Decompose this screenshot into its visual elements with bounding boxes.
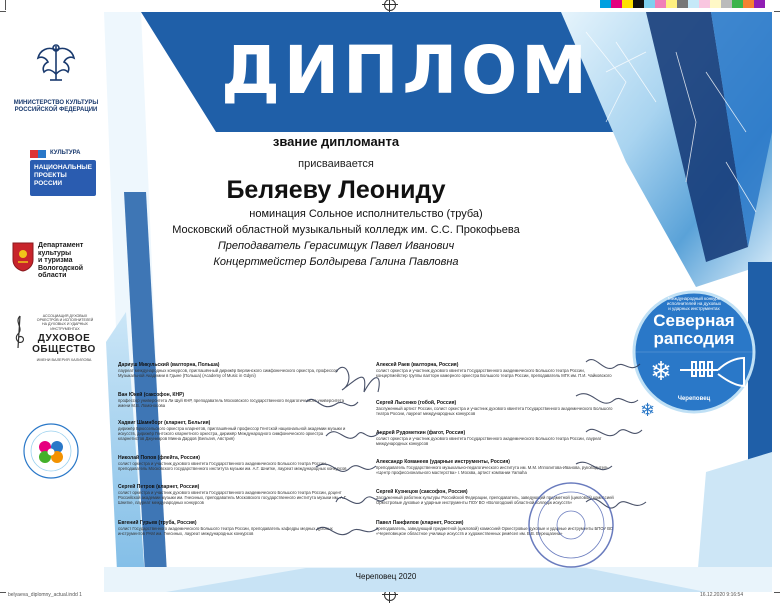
dept-line2: культуры — [38, 249, 72, 257]
snowflake-icon: ❄ — [650, 356, 672, 386]
jury-description: солист Государственного академического Большого театра России, преподаватель кафедры медных духовых инструментов РАМ им. Гнесиных, лауреат международных конкурсов — [118, 526, 333, 537]
society-small2: ОРКЕСТРОВ И ИСПОЛНИТЕЛЕЙ — [36, 318, 94, 323]
accompanist-line: Концертмейстер Болдырева Галина Павловна — [213, 256, 459, 268]
jury-description: профессор университета Ли Шуй КНР, преподаватель Московского государственного педагогического университета имени М.В. Ломоносова — [118, 398, 344, 409]
jury-name: Ван Юкей (саксофон, КНР) — [118, 392, 185, 398]
society-name1: ДУХОВОЕ — [37, 333, 91, 344]
national-projects-logo — [30, 150, 96, 198]
society-small4: ИНСТРУМЕНТАХ — [50, 326, 80, 331]
diploma-page — [6, 12, 772, 592]
festival-round-emblem-icon — [22, 422, 80, 480]
badge-name2: рапсодия — [653, 329, 735, 348]
jury-name: Николай Попов (флейта, Россия) — [118, 455, 200, 461]
jury-description: солист оркестра и участник духового квинтета Государственного академического Большого театра России, доцент Российской академии музыки им. Гнесиных, преподаватель Московского государственного института музыки им. А.Г. Шнитке, лауреат международных конкурсов — [118, 490, 347, 506]
school-line: Московский областной музыкальный колледж им. С.С. Прокофьева — [172, 224, 520, 236]
badge-top3: и ударных инструментах — [668, 306, 720, 311]
badge-top1: Международный конкурс — [667, 296, 721, 301]
jury-description: солист оркестра и участник духового квинтета Государственного академического Большого театра России, лауреат международных конкурсов — [376, 436, 602, 447]
jury-name: Сергей Кузнецов (саксофон, Россия) — [376, 489, 468, 495]
jury-description: солист оркестра и участник духового квинтета Государственного академического Большого театра России, преподаватель Московского государственного института музыки им. А.Г. Шнитке, лауреат международных конкурсов — [118, 461, 347, 472]
jury-description: солист оркестра и участник духового квинтета Государственного академического Большого театра России, концертмейстер группы валторн камерного оркестра Большого театра России, преподаватель МГК им. П.И. Чайковского — [376, 368, 612, 379]
ministry-line2: РОССИЙСКОЙ ФЕДЕРАЦИИ — [14, 107, 98, 113]
jury-description: лауреат международных конкурсов, приглашённый дирижёр Берлинского симфонического оркестра, профессор Музыкальной Академии в Гдыне (Польша) (Academy of Music in Gdyni) — [118, 368, 338, 379]
nomination-line: номинация Сольное исполнительство (труба) — [249, 208, 483, 220]
society-small1: АССОЦИАЦИЯ ДУХОВЫХ — [42, 314, 88, 318]
jury-name: Дариуш Микульский (валторна, Польша) — [118, 362, 220, 368]
rank-line: звание дипломанта — [272, 134, 400, 149]
jury-name: Алексей Раев (валторна, Россия) — [376, 362, 459, 368]
badge-city: Череповец — [677, 396, 711, 402]
signatures — [106, 352, 726, 572]
natproject-line1: НАЦИОНАЛЬНЫЕ — [34, 164, 92, 171]
jury-description: преподаватель, заведующий предметной (цикловой) комиссией Оркестровые духовые и ударные инструменты БПОУ ВО «Череповецкое областное училище искусств и художественных ремёсел им. В.В. Верещагина» — [376, 526, 614, 537]
jury-description: преподаватель Государственного музыкально-педагогического института им. М.М. Ипполитова-Иванова, руководитель «Центр профессионального мастерства» г. Москва, артист компании Yamaha — [376, 465, 609, 476]
treble-clef-icon — [12, 314, 26, 350]
dept-line4: Вологодской — [38, 264, 84, 272]
ministry-line1: МИНИСТЕРСТВО КУЛЬТУРЫ — [13, 100, 99, 106]
jury-name: Павел Панфилов (кларнет, Россия) — [376, 520, 464, 526]
registration-mark-top — [384, 0, 396, 11]
print-timestamp: 16.12.2020 9:16:54 — [700, 592, 744, 598]
jury-description: дирижёр Брюссельского оркестра кларнетов, приглашённый профессор Гентской национальной академии музыки и искусств, дирижёр Гентского кларнетного оркестра, дирижёр Международного симфонического оркестра кларнетистов Джуниоров Минна Дардов (Бельгия, Австрия) — [118, 426, 346, 442]
natproject-line3: РОССИИ — [34, 180, 63, 187]
teacher-line: Преподаватель Герасимщук Павел Иванович — [217, 240, 455, 252]
footer-city-year: Череповец 2020 — [355, 572, 417, 581]
jury-name: Евгений Гурьев (труба, Россия) — [118, 520, 197, 526]
jury-name: Сергей Петров (кларнет, Россия) — [118, 484, 200, 490]
print-filename: belyaeva_diplomny_actual.indd 1 — [8, 592, 82, 598]
official-stamp-icon — [526, 480, 616, 570]
small-snowflake-icon: ❄ — [640, 400, 656, 420]
society-small3: НА ДУХОВЫХ И УДАРНЫХ — [42, 322, 88, 327]
natproject-line2: ПРОЕКТЫ — [34, 172, 67, 179]
jury-description: Заслуженный артист России, солист оркестра и участник духового квинтета Государственного академического Большого театра России, лауреат международных конкурсов — [376, 406, 613, 417]
badge-name1: Северная — [653, 311, 735, 330]
vologda-coat-of-arms-icon — [12, 242, 34, 272]
badge-top2: исполнителей на духовых — [666, 301, 722, 306]
awarded-line: присваивается — [298, 158, 374, 170]
color-calibration-bar — [600, 0, 765, 8]
jury-name: Александр Команеев (ударные инструменты, Россия) — [376, 459, 510, 465]
jury-name: Сергей Лысенко (гобой, Россия) — [376, 400, 457, 406]
recipient-name: Беляеву Леониду — [226, 176, 446, 204]
dept-line3: и туризма — [38, 257, 73, 264]
society-name2: ОБЩЕСТВО — [32, 344, 96, 355]
dept-line1: Департамент — [38, 242, 84, 249]
jury-name: Хадвиг Шамнборг (кларнет, Бельгия) — [118, 420, 211, 426]
jury-description: Заслуженный работник культуры Российской Федерации, преподаватель, заведующий предметной (цикловой) комиссией Оркестровые духовые и ударные инструменты ПОУ ВО «Вологодский областной колледж искусств» — [376, 495, 614, 506]
diploma-title: ДИПЛОМ — [221, 32, 591, 109]
natproject-top: КУЛЬТУРА — [50, 150, 81, 156]
partner-logos — [6, 12, 104, 592]
jury-name: Андрей Рудометкин (фагот, Россия) — [376, 430, 466, 436]
dept-line5: области — [38, 272, 67, 279]
society-sub: ИМЕНИ ВАЛЕРИЯ ХАЛИЛОВА — [36, 358, 92, 362]
ministry-emblem-icon — [32, 40, 80, 88]
